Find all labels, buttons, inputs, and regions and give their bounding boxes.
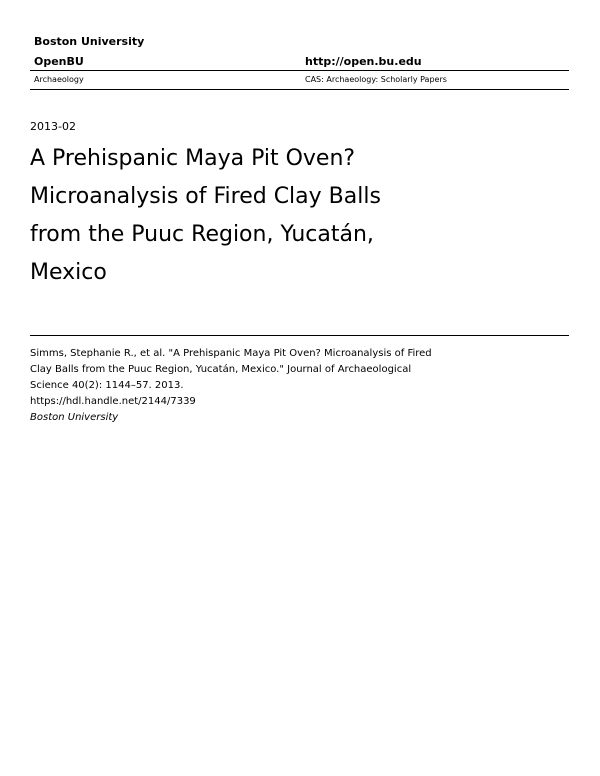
collection-department: Archaeology: [34, 75, 84, 84]
publisher-name: Boston University: [30, 412, 119, 423]
title-line: A Prehispanic Maya Pit Oven?: [30, 146, 356, 171]
citation-line: Clay Balls from the Puuc Region, Yucatán, Mexico." Journal of Archaeological: [30, 364, 412, 375]
handle-link[interactable]: https://hdl.handle.net/2144/7339: [30, 396, 196, 407]
citation-line: Science 40(2): 1144–57. 2013.: [30, 380, 184, 391]
title-line: from the Puuc Region, Yucatán,: [30, 222, 374, 247]
publication-date: 2013-02: [30, 120, 76, 133]
divider: [30, 335, 569, 336]
repository-link[interactable]: http://open.bu.edu: [305, 55, 422, 68]
citation-line: Simms, Stephanie R., et al. "A Prehispanic Maya Pit Oven? Microanalysis of Fired: [30, 348, 432, 359]
document-title: [30, 140, 550, 292]
title-line: Mexico: [30, 260, 107, 285]
collection-row: [30, 75, 569, 90]
title-line: Microanalysis of Fired Clay Balls: [30, 184, 381, 209]
institution-name: Boston University: [34, 35, 145, 48]
repository-row: [30, 55, 569, 71]
collection-series: CAS: Archaeology: Scholarly Papers: [305, 75, 447, 84]
repository-name: OpenBU: [34, 55, 84, 68]
citation-block: [30, 346, 480, 426]
